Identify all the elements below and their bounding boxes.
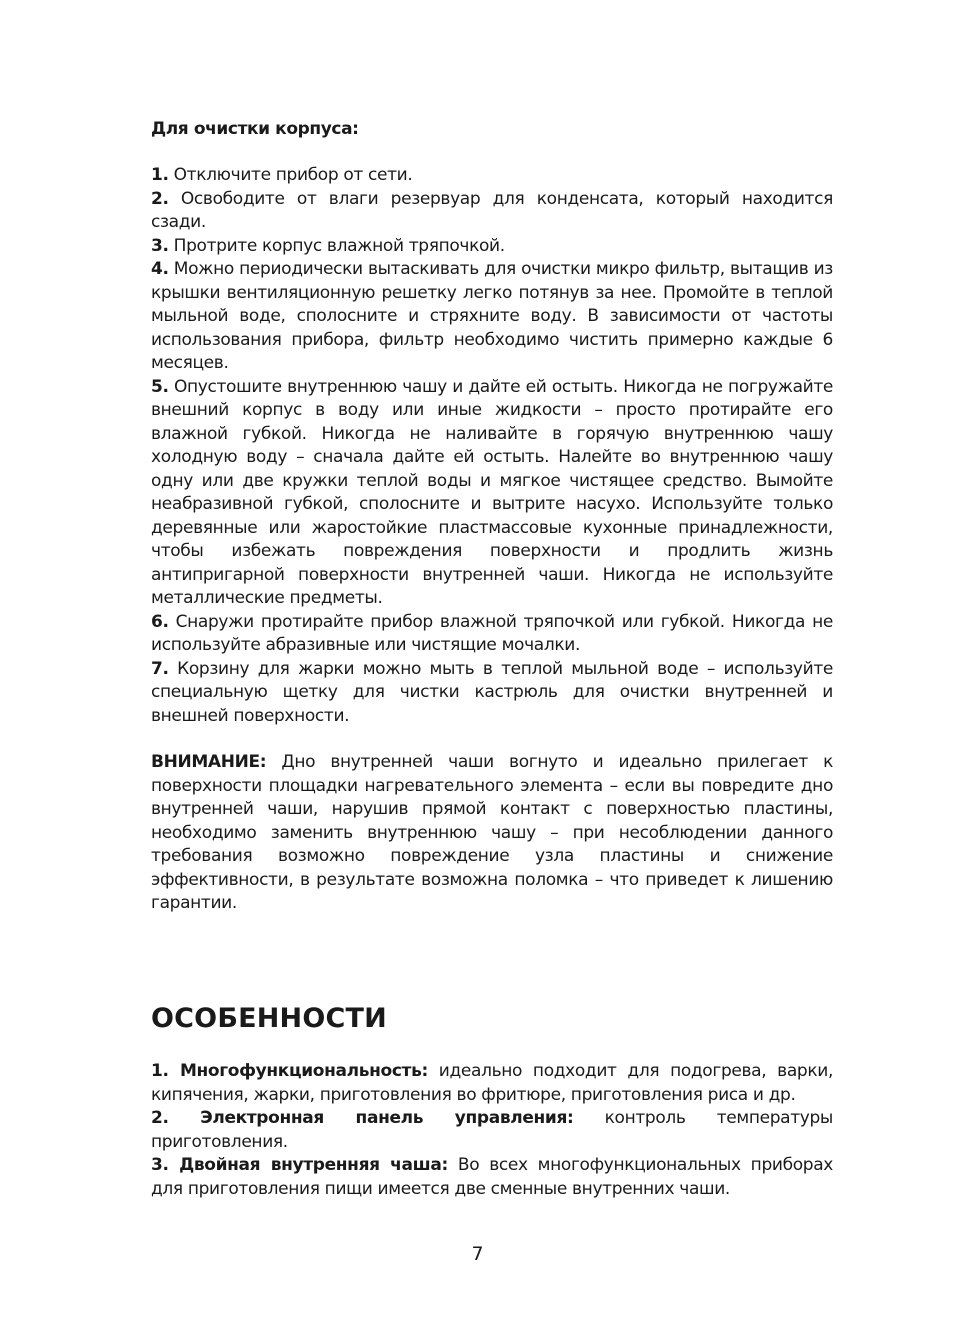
- step-text: Снаружи протирайте прибор влажной тряпочкой или губкой. Никогда не используйте абразивные или чистящие мочалки.: [151, 611, 833, 655]
- cleaning-step-6: [151, 611, 833, 658]
- cleaning-heading: Для очистки корпуса:: [151, 119, 359, 139]
- feature-item-1: [151, 1060, 833, 1107]
- step-number: 6.: [151, 611, 169, 632]
- step-number: 5.: [151, 376, 169, 397]
- cleaning-step-5: [151, 376, 833, 611]
- step-number: 2.: [151, 188, 169, 209]
- feature-text: идеально подходит для подогрева, варки, кипячения, жарки, приготовления во фритюре, приготовления риса и др.: [151, 1061, 833, 1105]
- step-text: Протрите корпус влажной тряпочкой.: [168, 235, 505, 256]
- step-text: Отключите прибор от сети.: [168, 165, 413, 185]
- features-section: [151, 1060, 833, 1201]
- feature-text: Во всех многофункциональных приборах для приготовления пищи имеется две сменные внутренних чаши.: [151, 1155, 833, 1199]
- feature-label: 3. Двойная внутренняя чаша:: [151, 1155, 448, 1175]
- cleaning-step-1: [151, 164, 833, 188]
- step-text: Освободите от влаги резервуар для конденсата, который находится сзади.: [151, 188, 833, 232]
- feature-label: 1. Многофункциональность:: [151, 1061, 428, 1081]
- cleaning-step-2: [151, 188, 833, 235]
- cleaning-section: [151, 118, 833, 916]
- step-number: 4.: [151, 259, 169, 279]
- warning-text: Дно внутренней чаши вогнуто и идеально прилегает к поверхности площадки нагревательного элемента – если вы повредите дно внутренней чаши, нарушив прямой контакт с поверхностью пластины, необходимо заменить внутреннюю чашу – при несоблюдении данного требования возможно повреждение узла пластины и снижение эффективности, в результате возможна поломка – что приведет к лишению гарантии.: [151, 752, 833, 913]
- feature-text: контроль температуры приготовления.: [151, 1108, 833, 1152]
- step-number: 1.: [151, 165, 169, 185]
- cleaning-step-4: [151, 258, 833, 376]
- step-number: 7.: [151, 658, 169, 679]
- step-text: Опустошите внутреннюю чашу и дайте ей остыть. Никогда не погружайте внешний корпус в воду или иные жидкости – просто протирайте его влажной губкой. Никогда не наливайте в горячую внутреннюю чашу холодную воду – сначала дайте ей остыть. Налейте во внутреннюю чашу одну или две кружки теплой воды и мягкое чистящее средство. Вымойте неабразивной губкой, сполосните и вытрите насухо. Используйте только деревянные или жаростойкие пластмассовые кухонные принадлежности, чтобы избежать повреждения поверхности и продлить жизнь антипригарной поверхности внутренней чаши. Никогда не используйте металлические предметы.: [151, 376, 833, 608]
- feature-item-3: [151, 1154, 833, 1201]
- step-text: Можно периодически вытаскивать для очистки микро фильтр, вытащив из крышки вентиляционную решетку легко потянув за нее. Промойте в теплой мыльной воде, сполосните и стряхните воду. В зависимости от частоты использования прибора, фильтр необходимо чистить примерно каждые 6 месяцев.: [151, 259, 833, 373]
- warning-paragraph: [151, 751, 833, 916]
- page-number: 7: [471, 1243, 484, 1265]
- features-title: ОСОБЕННОСТИ: [151, 1003, 387, 1034]
- cleaning-step-7: [151, 658, 833, 729]
- step-number: 3.: [151, 235, 169, 256]
- feature-item-2: [151, 1107, 833, 1154]
- cleaning-step-3: [151, 235, 833, 259]
- warning-label: ВНИМАНИЕ:: [151, 752, 267, 772]
- step-text: Корзину для жарки можно мыть в теплой мыльной воде – используйте специальную щетку для чистки кастрюль для очистки внутренней и внешней поверхности.: [151, 658, 833, 726]
- feature-label: 2. Электронная панель управления:: [151, 1108, 574, 1128]
